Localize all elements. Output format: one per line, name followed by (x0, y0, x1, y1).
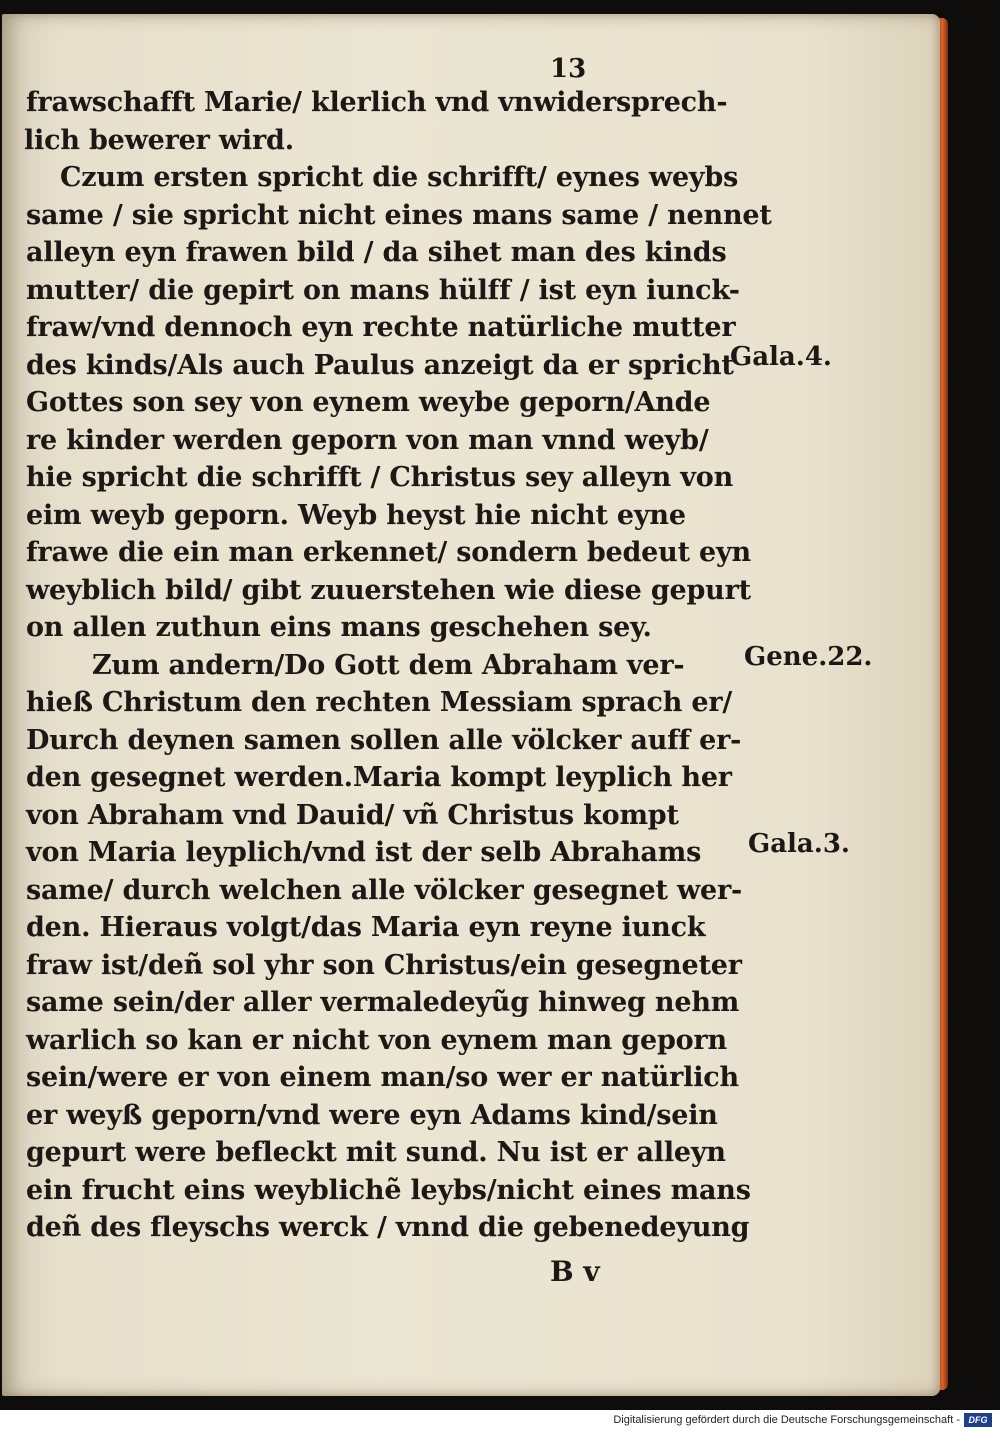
footer-bar (0, 1410, 1000, 1431)
text-line: den. Hieraus volgt/das Maria eyn reyne iunck (26, 912, 706, 943)
text-line: er weyß geporn/vnd were eyn Adams kind/sein (26, 1099, 718, 1131)
text-line: on allen zuthun eins mans geschehen sey. (26, 612, 652, 643)
margin-note-gene22: Gene.22. (744, 642, 873, 672)
text-line: warlich so kan er nicht von eynem man geporn (26, 1024, 727, 1056)
margin-note-gala4: Gala.4. (730, 342, 832, 372)
text-line: alleyn eyn frawen bild / da sihet man des kinds (26, 237, 727, 268)
text-line: mutter/ die gepirt on mans hülff / ist eyn iunck- (26, 274, 740, 306)
text-line: lich bewerer wird. (24, 124, 294, 156)
text-line: von Maria leyplich/vnd ist der selb Abrahams (26, 837, 702, 868)
text-line: same / sie spricht nicht eines mans same / nennet (26, 199, 772, 231)
text-line: weyblich bild/ gibt zuuerstehen wie diese gepurt (26, 574, 751, 606)
body-text (20, 84, 772, 1247)
dfg-logo: DFG (964, 1413, 992, 1427)
text-line: den gesegnet werden.Maria kompt leyplich her (26, 762, 732, 793)
text-line: frawe die ein man erkennet/ sondern bedeut eyn (26, 537, 751, 568)
text-line: re kinder werden geporn von man vnnd weyb/ (26, 424, 709, 456)
text-line: hie spricht die schrifft / Christus sey alleyn von (26, 462, 734, 493)
text-line: same/ durch welchen alle völcker gesegnet wer- (26, 874, 743, 906)
funding-credit: Digitalisierung gefördert durch die Deutsche Forschungsgemeinschaft - (613, 1414, 960, 1426)
text-line: von Abraham vnd Dauid/ vñ Christus kompt (26, 799, 679, 831)
text-line: same sein/der aller vermaledeyũg hinweg nehm (26, 987, 740, 1018)
text-line: ein frucht eins weyblichẽ leybs/nicht eines mans (26, 1174, 751, 1206)
text-line: Gottes son sey von eynem weybe geporn/Ande (26, 387, 711, 418)
text-line: hieß Christum den rechten Messiam sprach er/ (26, 687, 733, 718)
text-line: eim weyb geporn. Weyb heyst hie nicht eyne (26, 499, 686, 531)
folio-number: 13 (550, 54, 587, 84)
text-line: frawschafft Marie/ klerlich vnd vnwidersprech- (26, 87, 728, 118)
signature-mark: B v (550, 1255, 600, 1288)
margin-note-gala3: Gala.3. (748, 829, 850, 859)
text-line: fraw/vnd dennoch eyn rechte natürliche mutter (26, 312, 736, 343)
book-page (2, 14, 940, 1396)
text-line: deñ des fleyschs werck / vnnd die gebenedeyung (26, 1212, 750, 1243)
text-line: Zum andern/Do Gott dem Abraham ver- (92, 649, 685, 681)
text-line: fraw ist/deñ sol yhr son Christus/ein gesegneter (26, 949, 742, 981)
text-line: Durch deynen samen sollen alle völcker auff er- (26, 724, 742, 756)
text-line: sein/were er von einem man/so wer er natürlich (26, 1062, 739, 1093)
text-line: gepurt were befleckt mit sund. Nu ist er alleyn (26, 1137, 726, 1168)
text-line: des kinds/Als auch Paulus anzeigt da er spricht (26, 349, 734, 381)
text-line: Czum ersten spricht die schrifft/ eynes weybs (60, 162, 739, 193)
